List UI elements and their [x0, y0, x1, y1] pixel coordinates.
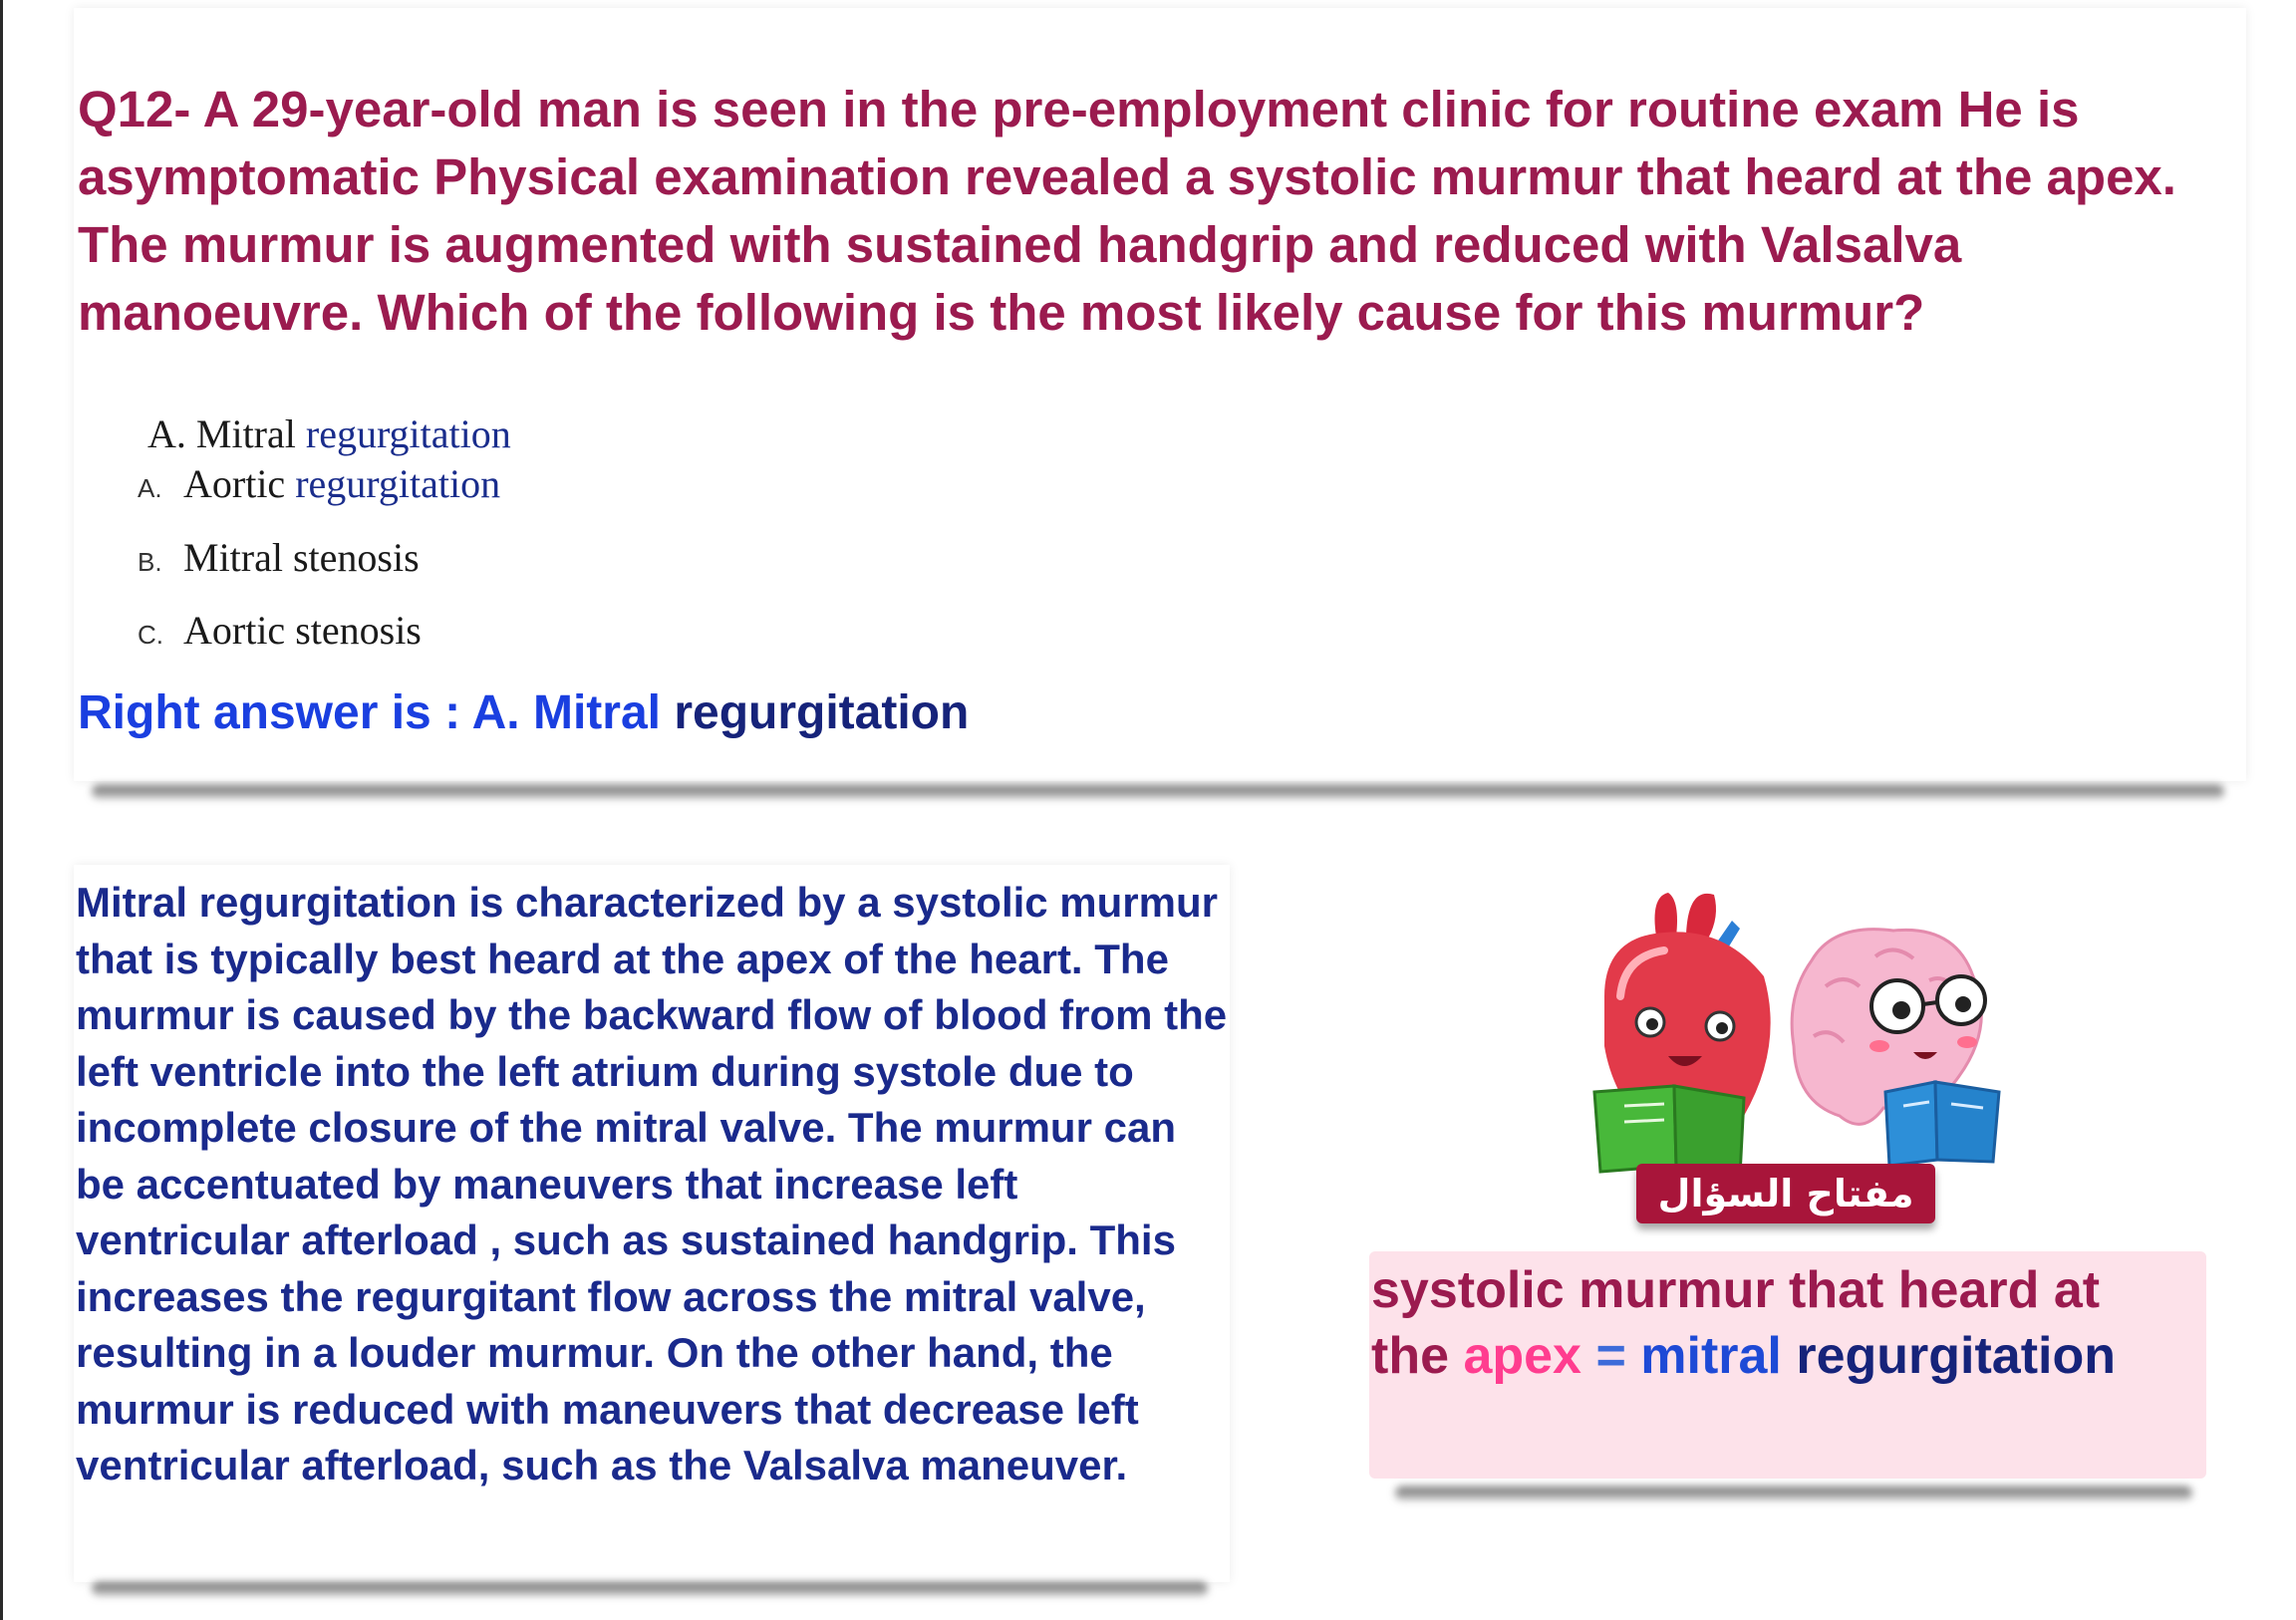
- key-summary-text: [1371, 1257, 2198, 1389]
- choice-text: Mitral stenosis: [183, 535, 420, 580]
- choice-mitral-regurgitation: [147, 410, 511, 457]
- choice-suffix: regurgitation: [305, 411, 511, 456]
- choice-text: Aortic stenosis: [183, 608, 422, 653]
- choice-aortic-stenosis: [138, 607, 422, 654]
- explanation-card-shadow: [92, 1582, 1208, 1596]
- right-answer-tail: regurgitation: [674, 686, 970, 739]
- choice-text: Aortic: [183, 461, 286, 506]
- question-card: [74, 8, 2246, 781]
- choice-prefix: A. Mitral: [147, 411, 296, 456]
- explanation-text: Mitral regurgitation is characterized by a systolic murmur that is typically best heard at the apex of the heart. The murmur is caused by the backward flow of blood from the left ventricle into the left atrium during systole due to incomplete closure of the mitral valve. The murmur can be accentuated by maneuvers that increase left ventricular afterload , such as sustained handgrip. This increases the regurgitant flow across the mitral valve, resulting in a louder murmur. On the other hand, the murmur is reduced with maneuvers that decrease left ventricular afterload, such as the Valsalva maneuver.: [76, 879, 1228, 1488]
- key-mitral: mitral: [1640, 1327, 1782, 1385]
- choice-letter: A.: [138, 473, 162, 503]
- question-text: Q12- A 29-year-old man is seen in the pre-employment clinic for routine exam He is asymptomatic Physical examination revealed a systolic murmur that heard at the apex. The murmur is augmented with sustained handgrip and reduced with Valsalva manoeuvre. Which of the following is the most likely cause for this murmur?: [78, 81, 2176, 341]
- key-equals: =: [1595, 1327, 1626, 1385]
- key-summary-box: [1369, 1251, 2206, 1479]
- key-apex: apex: [1463, 1327, 1581, 1385]
- key-line1: systolic murmur that heard at: [1371, 1261, 2101, 1319]
- choice-aortic-regurgitation: [138, 460, 500, 507]
- right-answer: [78, 685, 969, 740]
- key-the: the: [1371, 1327, 1449, 1385]
- key-box-shadow: [1395, 1486, 2192, 1500]
- explanation-card: [74, 865, 1230, 1582]
- choice-letter: C.: [138, 620, 163, 650]
- right-answer-lead: Right answer is : A. Mitral: [78, 686, 661, 739]
- question-key-label: مفتاح السؤال: [1636, 1164, 1935, 1223]
- choice-mitral-stenosis: [138, 534, 420, 581]
- key-regurgitation: regurgitation: [1796, 1327, 2116, 1385]
- page-left-rule: [0, 0, 3, 1620]
- choice-suffix: regurgitation: [295, 461, 501, 506]
- choice-letter: B.: [138, 547, 162, 577]
- question-card-shadow: [92, 785, 2224, 799]
